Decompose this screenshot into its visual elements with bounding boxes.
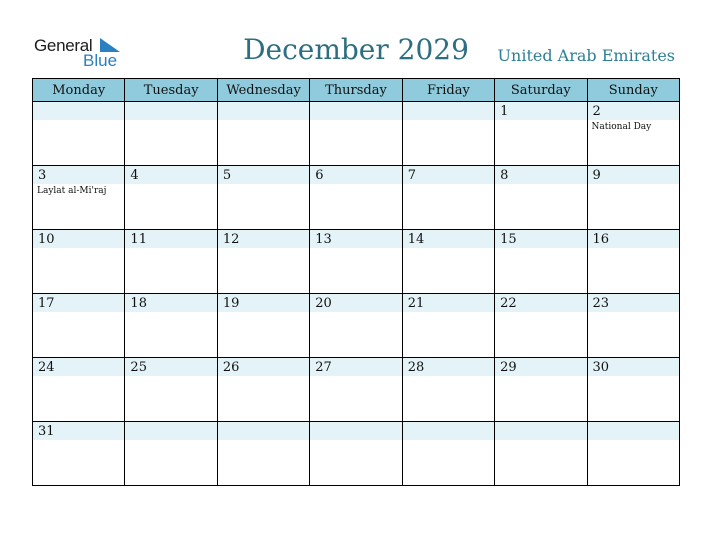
day-cell: [495, 166, 587, 230]
day-band: [403, 166, 494, 184]
week-row: [33, 102, 680, 166]
day-band: [403, 102, 494, 120]
day-cell: [402, 294, 494, 358]
day-band: [588, 102, 679, 120]
day-cell: [33, 422, 125, 486]
day-cell: [310, 294, 402, 358]
day-band: [125, 422, 216, 440]
day-number: 22: [500, 296, 517, 311]
day-cell: [310, 102, 402, 166]
day-cell: [402, 166, 494, 230]
calendar-grid: [32, 78, 680, 486]
day-number: 20: [315, 296, 332, 311]
day-cell: [310, 422, 402, 486]
holiday-label: Laylat al-Mi'raj: [37, 186, 107, 196]
page-title: December 2029: [243, 33, 469, 66]
day-band: [33, 102, 124, 120]
weekday-tuesday: Tuesday: [125, 79, 217, 102]
day-number: 8: [500, 168, 509, 183]
day-number: 21: [407, 296, 425, 311]
week-row: [33, 166, 680, 230]
day-cell: [125, 294, 217, 358]
day-number: 24: [38, 360, 55, 375]
day-number: 23: [592, 296, 610, 311]
day-band: [218, 422, 309, 440]
day-number: 29: [500, 360, 517, 375]
day-cell: [125, 230, 217, 294]
day-cell: [495, 358, 587, 422]
day-cell: [125, 102, 217, 166]
day-band: [310, 102, 401, 120]
day-cell: [310, 230, 402, 294]
day-number: 17: [38, 296, 55, 311]
day-number: 7: [407, 168, 416, 183]
day-number: 12: [222, 232, 240, 247]
day-band: [495, 166, 586, 184]
day-number: 28: [407, 360, 425, 375]
day-band: [495, 422, 586, 440]
day-cell: [217, 230, 309, 294]
day-number: 2: [592, 104, 601, 119]
day-number: 5: [222, 168, 232, 183]
day-number: 15: [500, 232, 517, 247]
day-band: [403, 422, 494, 440]
day-cell: [217, 422, 309, 486]
day-cell: [495, 422, 587, 486]
day-cell: [125, 166, 217, 230]
weekday-sunday: Sunday: [587, 79, 679, 102]
day-cell: [310, 358, 402, 422]
day-cell: [217, 294, 309, 358]
day-cell: [587, 422, 679, 486]
weekday-monday: Monday: [33, 79, 125, 102]
day-cell: [402, 358, 494, 422]
day-cell: [217, 358, 309, 422]
day-cell: [33, 102, 125, 166]
logo-word-blue: Blue: [83, 51, 118, 70]
day-band: [588, 166, 679, 184]
day-cell: [402, 230, 494, 294]
day-cell: [495, 230, 587, 294]
day-number: 26: [222, 360, 240, 375]
week-row: [33, 294, 680, 358]
day-number: 25: [130, 360, 147, 375]
day-band: [125, 102, 216, 120]
day-cell: [33, 230, 125, 294]
day-cell: [33, 294, 125, 358]
day-number: 19: [222, 296, 240, 311]
day-cell: [587, 358, 679, 422]
day-number: 31: [38, 424, 55, 439]
day-cell: [402, 422, 494, 486]
day-number: 13: [315, 232, 332, 247]
day-number: 14: [407, 232, 425, 247]
day-cell: [33, 166, 125, 230]
day-band: [588, 422, 679, 440]
day-cell: [587, 230, 679, 294]
day-band: [310, 166, 401, 184]
weekday-saturday: Saturday: [495, 79, 587, 102]
day-cell: [125, 422, 217, 486]
week-row: [33, 358, 680, 422]
week-row: [33, 230, 680, 294]
day-band: [310, 422, 401, 440]
day-number: 10: [38, 232, 55, 247]
day-cell: [217, 102, 309, 166]
day-band: [125, 166, 216, 184]
day-number: 6: [315, 168, 324, 183]
country-name: United Arab Emirates: [497, 46, 675, 65]
day-cell: [587, 102, 679, 166]
day-band: [218, 102, 309, 120]
day-cell: [33, 358, 125, 422]
day-number: 4: [130, 168, 139, 183]
weekday-wednesday: Wednesday: [217, 79, 309, 102]
day-band: [218, 166, 309, 184]
day-band: [495, 102, 586, 120]
day-number: 1: [500, 104, 509, 119]
holiday-label: National Day: [591, 122, 652, 132]
day-cell: [495, 102, 587, 166]
day-cell: [495, 294, 587, 358]
day-number: 16: [592, 232, 610, 247]
day-cell: [587, 166, 679, 230]
day-cell: [587, 294, 679, 358]
day-cell: [402, 102, 494, 166]
day-number: 9: [592, 168, 601, 183]
day-cell: [217, 166, 309, 230]
weekday-header-row: [33, 79, 680, 102]
day-cell: [310, 166, 402, 230]
day-number: 30: [592, 360, 610, 375]
day-number: 11: [130, 232, 147, 247]
day-number: 18: [130, 296, 147, 311]
day-band: [33, 166, 124, 184]
logo-word-general: General: [34, 36, 93, 55]
weekday-thursday: Thursday: [310, 79, 402, 102]
day-cell: [125, 358, 217, 422]
weekday-friday: Friday: [402, 79, 494, 102]
day-number: 3: [38, 168, 47, 183]
week-row: [33, 422, 680, 486]
day-number: 27: [315, 360, 332, 375]
